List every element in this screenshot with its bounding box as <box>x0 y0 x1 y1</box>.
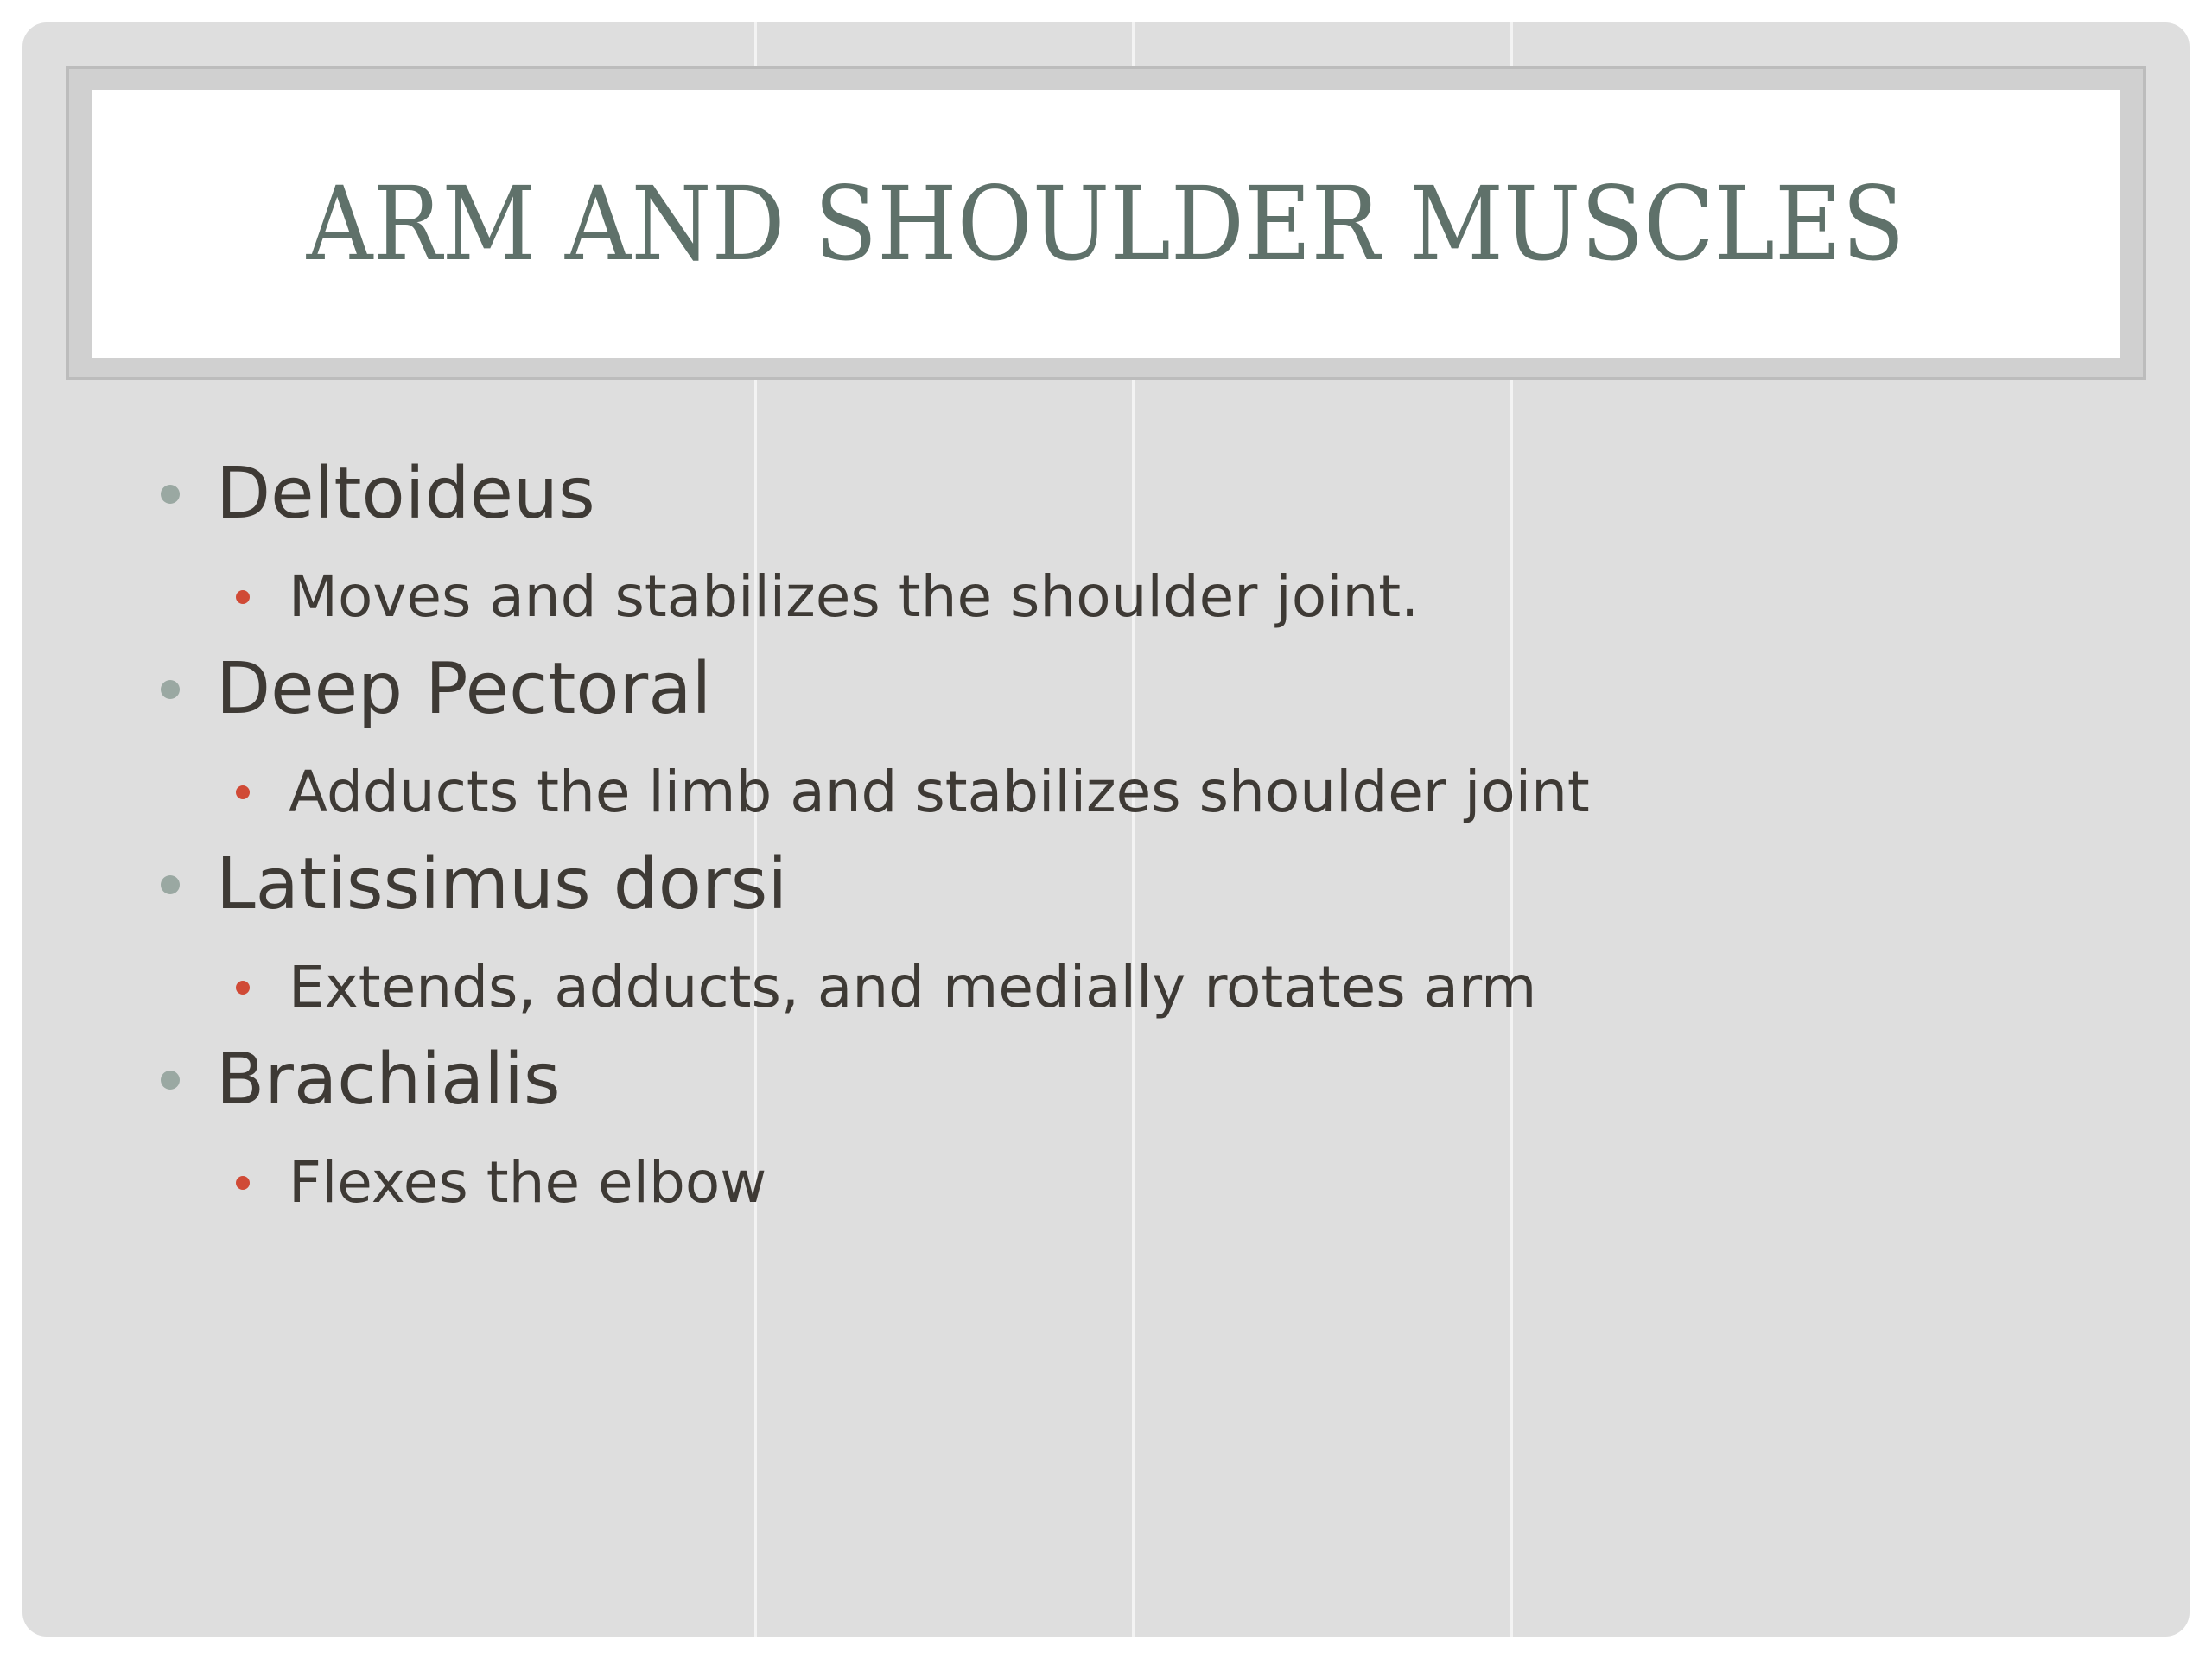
bullet-item <box>161 1039 561 1121</box>
sub-bullet-label: Moves and stabilizes the shoulder joint. <box>289 563 1420 630</box>
sub-bullet-label: Flexes the elbow <box>289 1149 767 1216</box>
sub-bullet-label: Extends, adducts, and medially rotates arm <box>289 954 1537 1020</box>
bullet-item <box>161 648 711 730</box>
bullet-item <box>161 843 787 925</box>
bullet-label: Brachialis <box>216 1039 561 1121</box>
sub-bullet-icon <box>236 1176 250 1190</box>
sub-bullet-item <box>236 954 1536 1020</box>
slide <box>22 22 2190 1637</box>
slide-title: ARM AND SHOULDER MUSCLES <box>307 164 1905 283</box>
bullet-label: Latissimus dorsi <box>216 843 788 925</box>
bullet-label: Deltoideus <box>216 453 595 535</box>
bullet-icon <box>161 485 180 504</box>
sub-bullet-label: Adducts the limb and stabilizes shoulder joint <box>289 759 1590 825</box>
bullet-label: Deep Pectoral <box>216 648 712 730</box>
title-frame <box>66 66 2146 380</box>
sub-bullet-icon <box>236 981 250 995</box>
bullet-icon <box>161 1071 180 1090</box>
sub-bullet-icon <box>236 785 250 799</box>
sub-bullet-item <box>236 759 1590 825</box>
sub-bullet-item <box>236 563 1419 630</box>
sub-bullet-item <box>236 1149 766 1216</box>
sub-bullet-icon <box>236 590 250 604</box>
bullet-icon <box>161 680 180 699</box>
title-box <box>92 90 2120 358</box>
bullet-item <box>161 453 595 535</box>
bullet-icon <box>161 875 180 894</box>
